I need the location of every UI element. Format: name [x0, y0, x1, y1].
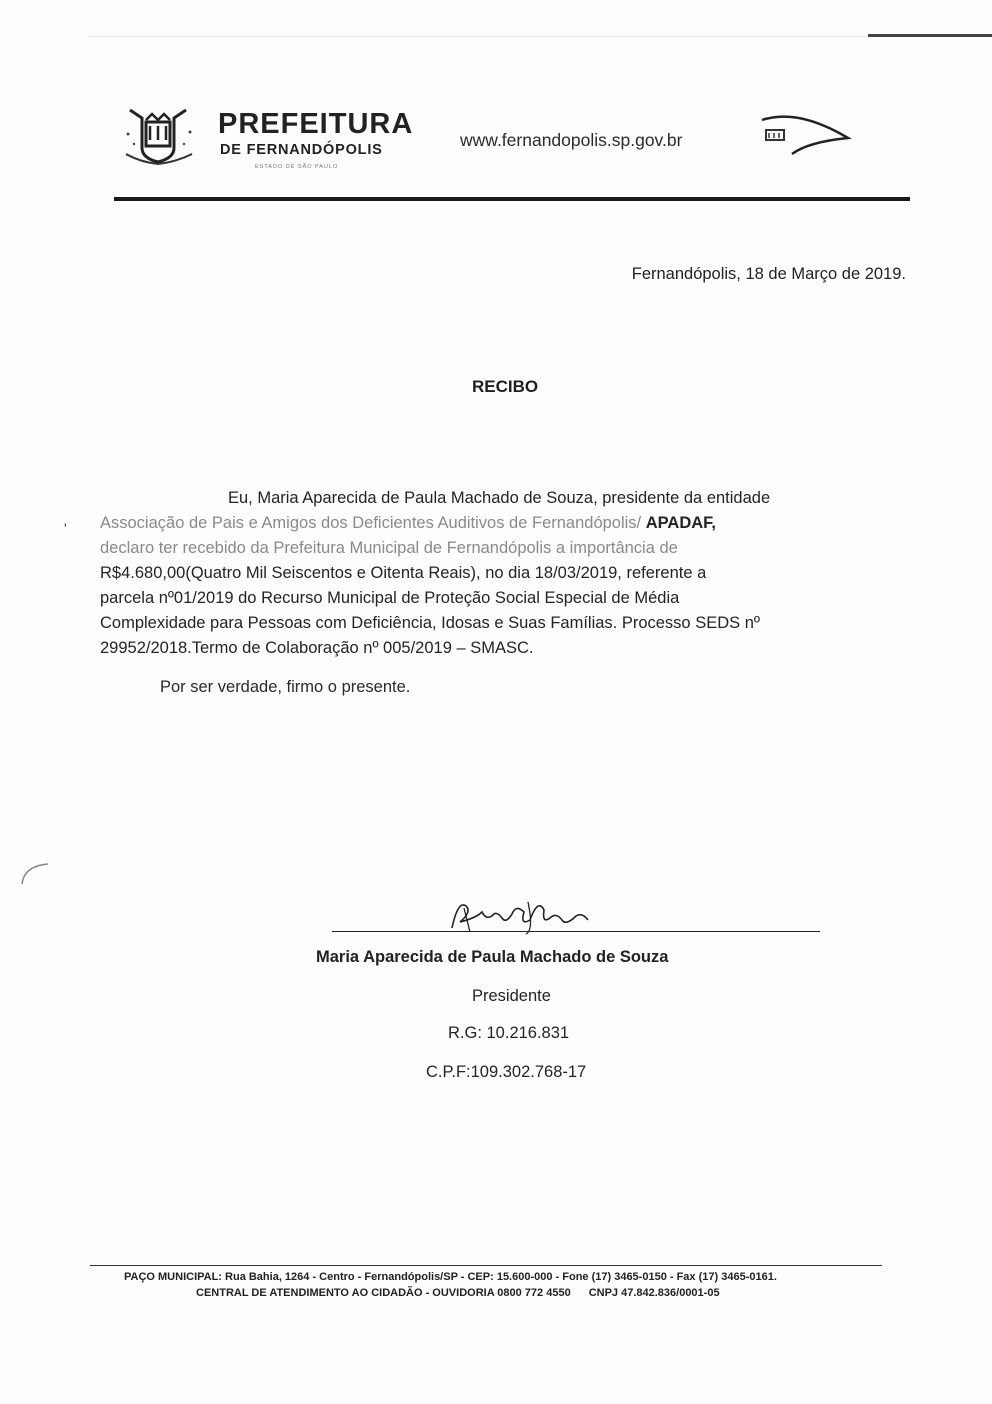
signer-role: Presidente [472, 987, 551, 1005]
arrow-logo-icon [758, 104, 854, 160]
footer-rule [90, 1265, 882, 1266]
website-url: www.fernandopolis.sp.gov.br [460, 130, 683, 150]
signer-name: Maria Aparecida de Paula Machado de Souza [316, 948, 669, 966]
brand-state: ESTADO DE SÃO PAULO [255, 164, 339, 170]
signer-cpf: C.P.F:109.302.768-17 [426, 1063, 587, 1081]
margin-mark: ' [64, 520, 67, 536]
footer-cnpj: CNPJ 47.842.836/0001-05 [588, 1287, 720, 1299]
brand-title: PREFEITURA [218, 108, 414, 140]
closing-line: Por ser verdade, firmo o presente. [160, 678, 411, 696]
signature-line [332, 931, 820, 932]
body-line: Eu, Maria Aparecida de Paula Machado de Souza, presidente da entidade [228, 489, 771, 507]
footer-ombudsman: CENTRAL DE ATENDIMENTO AO CIDADÃO - OUVIDORIA 0800 772 4550 [196, 1287, 571, 1299]
header-rule [114, 197, 910, 201]
body-line: 29952/2018.Termo de Colaboração nº 005/2019 – SMASC. [100, 639, 534, 657]
footer-address: PAÇO MUNICIPAL: Rua Bahia, 1264 - Centro - Fernandópolis/SP - CEP: 15.600-000 - Fone (17) 3465-0150 - Fax (17) 3465-0161. [124, 1271, 777, 1283]
top-edge-rule [88, 36, 992, 37]
body-line [100, 511, 920, 536]
document-title: RECIBO [472, 377, 539, 396]
date-line: Fernandópolis, 18 de Março de 2019. [631, 265, 906, 283]
footer-contact [196, 1287, 720, 1299]
scan-corner-mark [18, 858, 58, 888]
top-edge-mark [868, 34, 992, 37]
body-line-text: Associação de Pais e Amigos dos Deficientes Auditivos de Fernandópolis/ [100, 514, 642, 532]
receipt-body [100, 486, 920, 661]
signer-rg: R.G: 10.216.831 [448, 1024, 570, 1042]
body-line: declaro ter recebido da Prefeitura Municipal de Fernandópolis a importância de [100, 539, 678, 557]
body-line: R$4.680,00(Quatro Mil Seiscentos e Oitenta Reais), no dia 18/03/2019, referente a [100, 564, 707, 582]
brand-subtitle: DE FERNANDÓPOLIS [220, 142, 383, 158]
municipal-crest-icon [120, 104, 202, 166]
body-line: Complexidade para Pessoas com Deficiência, Idosas e Suas Famílias. Processo SEDS nº [100, 614, 760, 632]
entity-acronym: APADAF, [645, 514, 717, 532]
body-line: parcela nº01/2019 do Recurso Municipal de Proteção Social Especial de Média [100, 589, 680, 607]
